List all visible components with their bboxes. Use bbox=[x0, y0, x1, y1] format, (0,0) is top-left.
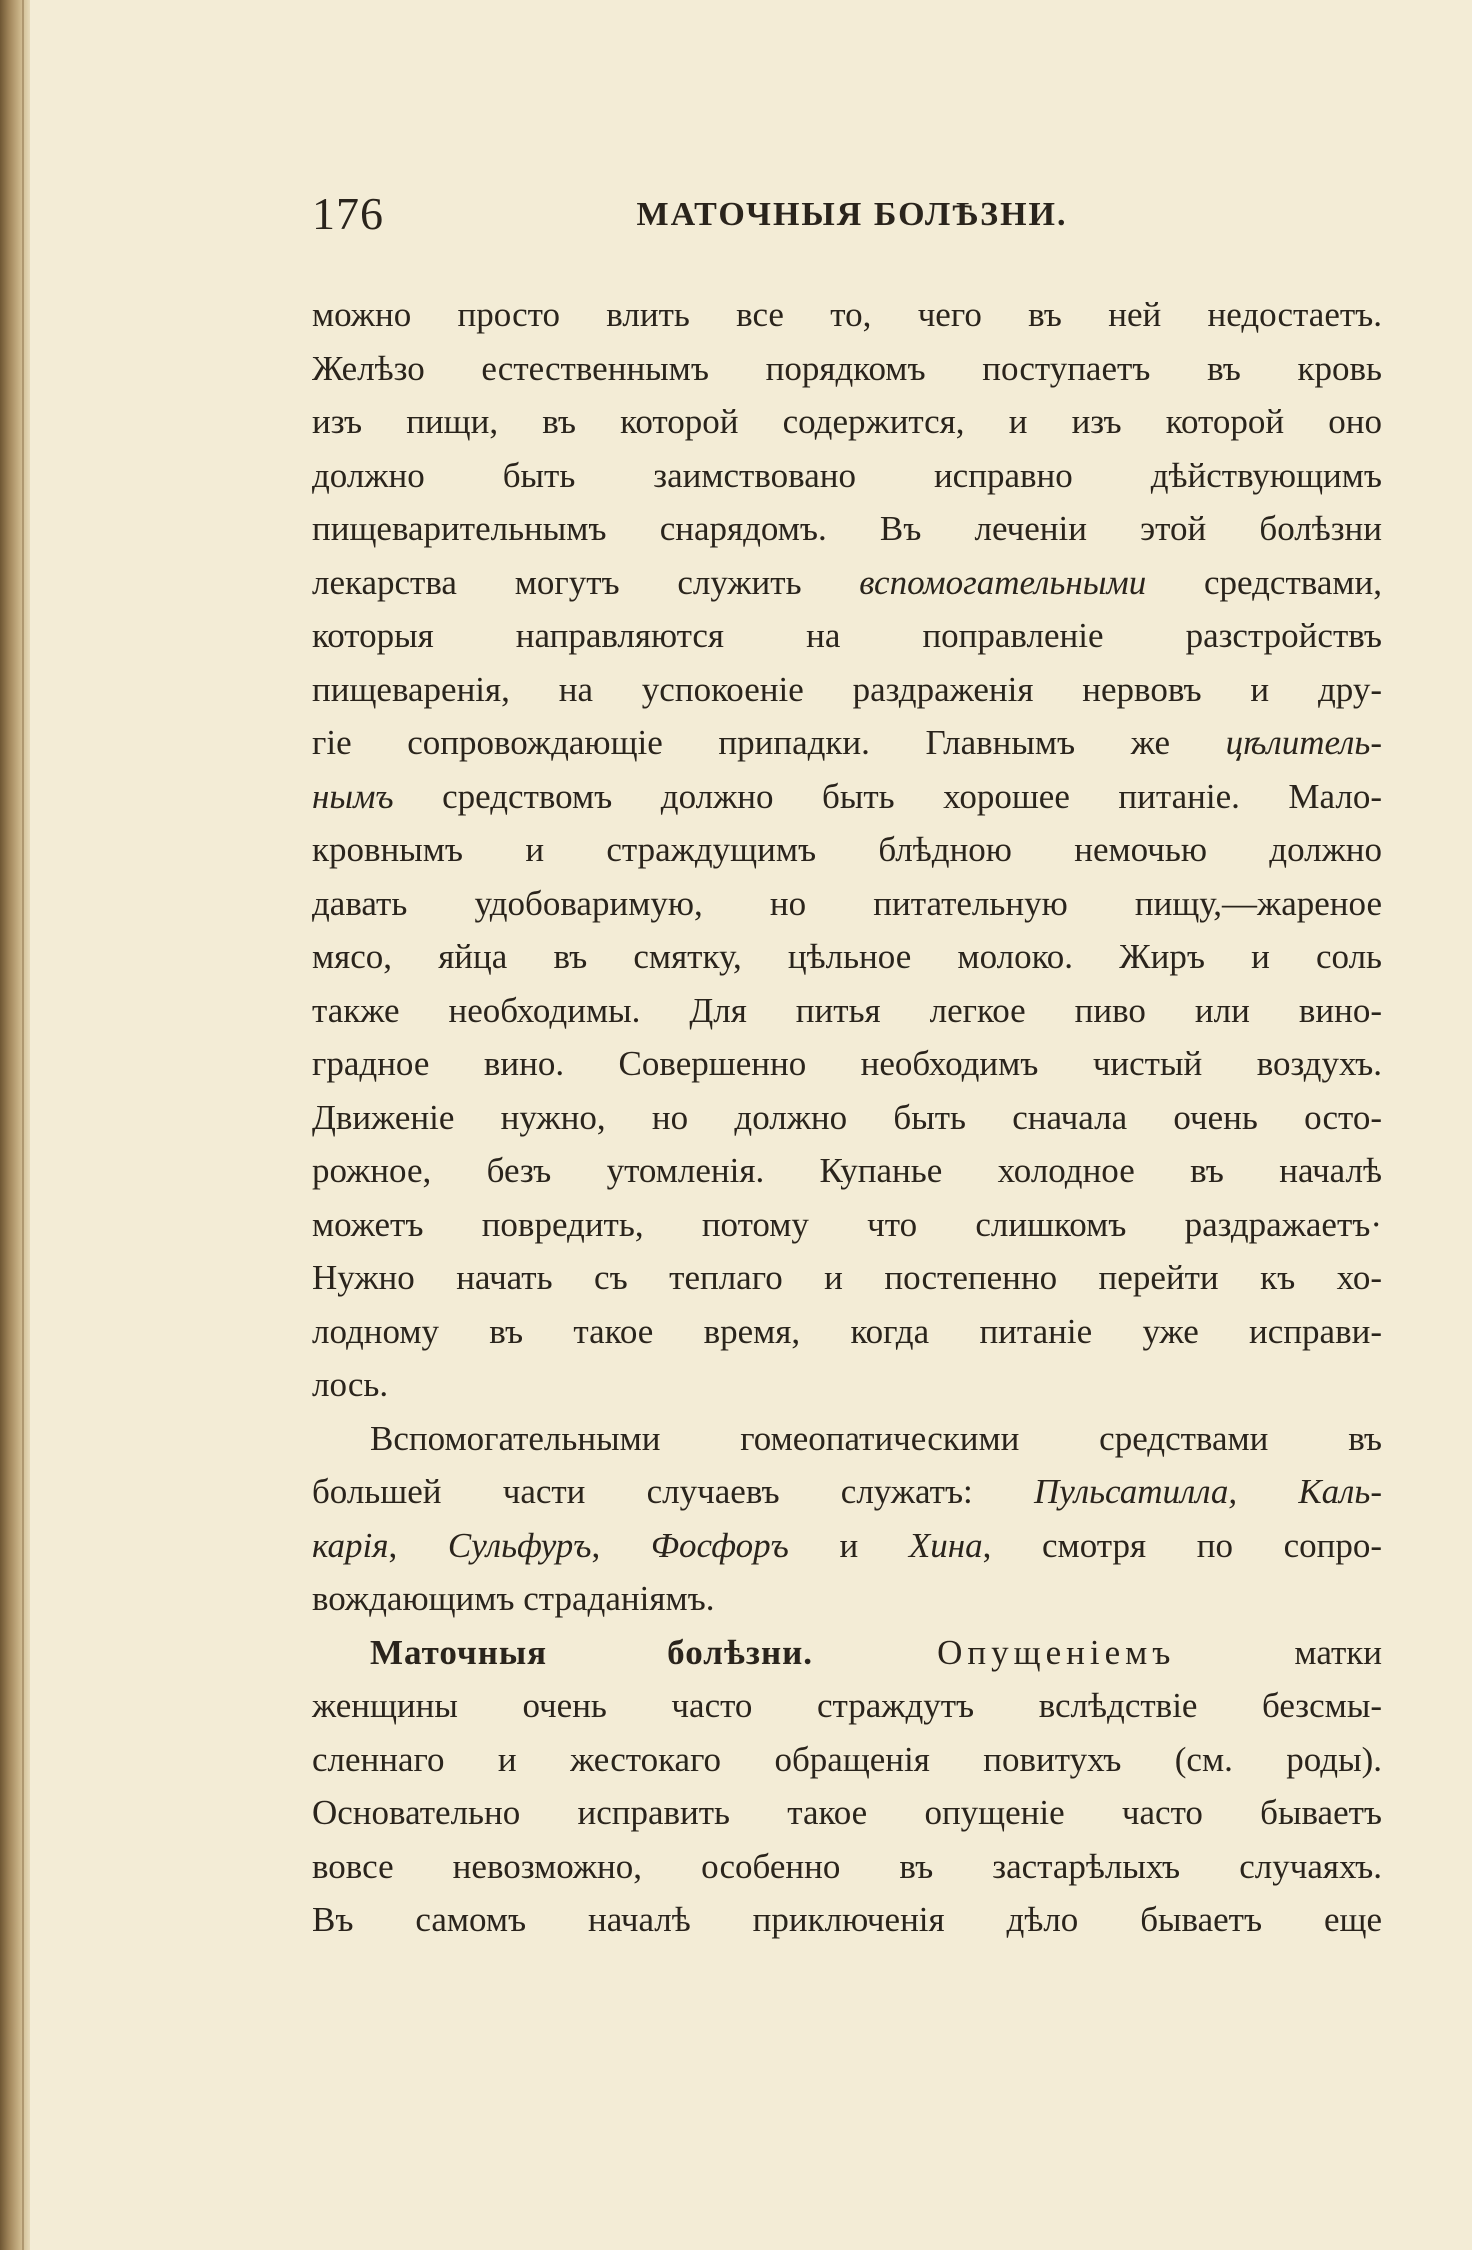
text-run: средствомъ должно быть хорошее питаніе. Мало- bbox=[393, 776, 1382, 816]
text-line: Въ самомъ началѣ приключенія дѣло бываетъ еще bbox=[312, 1900, 1382, 1939]
text-line: Нужно начать съ теплаго и постепенно перейти къ хо- bbox=[312, 1258, 1382, 1297]
text-line: Вспомогательными гомеопатическими средствами въ bbox=[370, 1418, 1382, 1458]
text-line: сленнаго и жестокаго обращенія повитухъ (см. роды). bbox=[312, 1739, 1382, 1779]
italic-term: карія bbox=[312, 1525, 389, 1565]
text-line: лось. bbox=[312, 1365, 389, 1404]
italic-term: нымъ bbox=[312, 776, 394, 816]
text-line: вождающимъ страданіямъ. bbox=[312, 1579, 715, 1618]
text-line: которыя направляются на поправленіе разстройствъ bbox=[312, 616, 1382, 655]
text-line: мясо, яйца въ смятку, цѣльное молоко. Жиръ и соль bbox=[312, 937, 1382, 976]
text-line: Желѣзо естественнымъ порядкомъ поступаетъ въ кровь bbox=[312, 348, 1382, 388]
italic-term: Фосфоръ bbox=[650, 1525, 789, 1565]
text-line: градное вино. Совершенно необходимъ чистый воздухъ. bbox=[312, 1044, 1382, 1083]
text-run: средствами, bbox=[1146, 562, 1382, 602]
text-line: пищеваренія, на успокоеніе раздраженія нервовъ и дру- bbox=[312, 669, 1382, 709]
text-line: давать удобоваримую, но питательную пищу,—жареное bbox=[312, 883, 1382, 923]
text-line bbox=[312, 1465, 1382, 1519]
text-run: гіе сопровождающіе припадки. Главнымъ же bbox=[312, 723, 1226, 762]
text-line bbox=[312, 716, 1382, 770]
text-line bbox=[312, 1626, 1382, 1680]
text-run: , bbox=[388, 1525, 448, 1565]
italic-term: Хина bbox=[908, 1525, 983, 1565]
text-line: лодному въ такое время, когда питаніе уже исправи- bbox=[312, 1311, 1382, 1351]
text-run: матки bbox=[1175, 1632, 1382, 1672]
text-line: Движеніе нужно, но должно быть сначала очень осто- bbox=[312, 1097, 1382, 1137]
text-line: изъ пищи, въ которой содержится, и изъ которой оно bbox=[312, 402, 1382, 441]
text-line: также необходимы. Для питья легкое пиво или вино- bbox=[312, 990, 1382, 1030]
body-text bbox=[312, 288, 1382, 1947]
text-line bbox=[312, 770, 1382, 824]
italic-term: Пульсатилла, Каль- bbox=[1034, 1472, 1382, 1511]
running-title: МАТОЧНЫЯ БОЛѢЗНИ. bbox=[636, 196, 1068, 233]
text-line: должно быть заимствовано исправно дѣйствующимъ bbox=[312, 455, 1382, 495]
text-line: Основательно исправить такое опущеніе часто бываетъ bbox=[312, 1793, 1382, 1832]
text-line: женщины очень часто страждутъ вслѣдствіе безсмы- bbox=[312, 1686, 1382, 1725]
italic-term: Сульфуръ bbox=[447, 1525, 592, 1565]
page-header bbox=[312, 184, 1392, 244]
text-line: можетъ повредить, потому что слишкомъ раздражаетъ· bbox=[312, 1204, 1382, 1244]
text-line bbox=[312, 1519, 1382, 1573]
text-run: и bbox=[788, 1525, 909, 1565]
spaced-term: Опущеніемъ bbox=[813, 1632, 1176, 1672]
section-subheading: Маточныя болѣзни. bbox=[370, 1632, 814, 1672]
page-number: 176 bbox=[312, 188, 384, 239]
text-line bbox=[312, 556, 1382, 610]
text-line: кровнымъ и страждущимъ блѣдною немочью должно bbox=[312, 830, 1382, 869]
text-line: рожное, безъ утомленія. Купанье холодное въ началѣ bbox=[312, 1151, 1382, 1190]
italic-term: цѣлитель- bbox=[1225, 723, 1382, 762]
text-run: большей части случаевъ служатъ: bbox=[312, 1472, 1034, 1511]
italic-term: вспомогательными bbox=[859, 562, 1147, 602]
text-line: пищеварительнымъ снарядомъ. Въ леченіи этой болѣзни bbox=[312, 509, 1382, 548]
text-run: , смотря по сопро- bbox=[982, 1525, 1383, 1565]
text-line: вовсе невозможно, особенно въ застарѣлыхъ случаяхъ. bbox=[312, 1846, 1382, 1886]
text-line: можно просто влить все то, чего въ ней недостаетъ. bbox=[312, 295, 1382, 334]
text-run: лекарства могутъ служить bbox=[312, 562, 860, 602]
text-run: , bbox=[591, 1525, 651, 1565]
page-edge bbox=[0, 0, 30, 2250]
